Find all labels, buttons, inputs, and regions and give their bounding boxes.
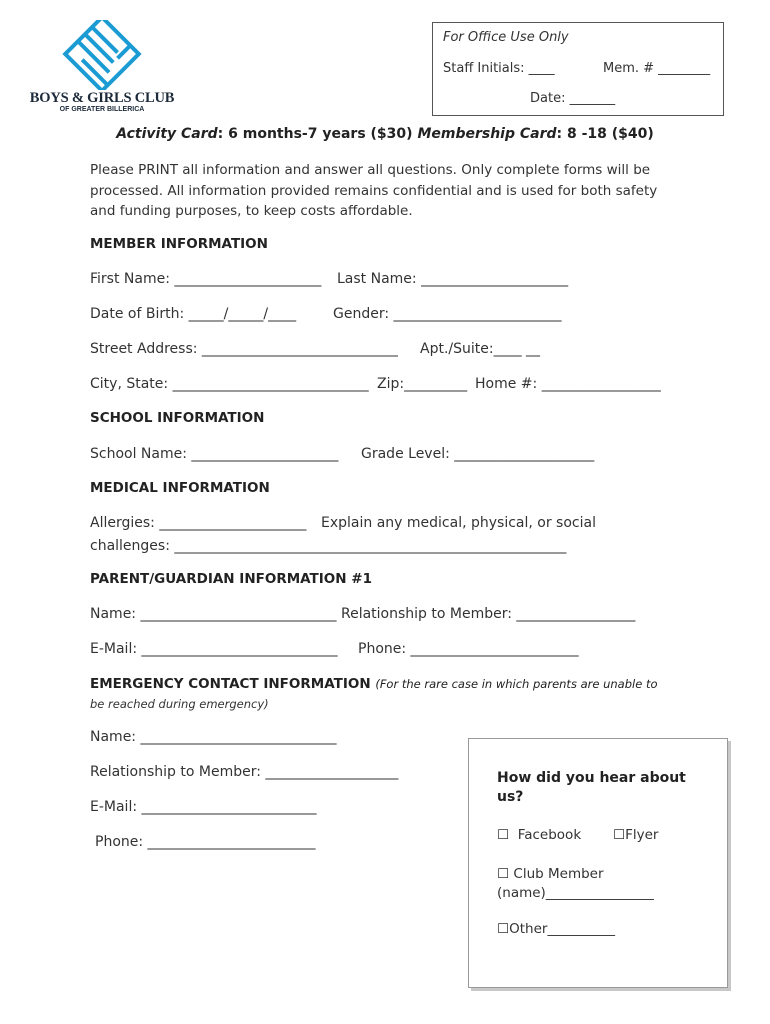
challenges-field[interactable]: challenges: ________________________________________________________: [90, 538, 567, 554]
referral-box: [468, 738, 728, 988]
emergency-heading-text: EMERGENCY CONTACT INFORMATION: [90, 676, 371, 692]
office-title: For Office Use Only: [443, 30, 569, 45]
grade-level-field[interactable]: Grade Level: ____________________: [361, 446, 595, 462]
emergency-note-continued: be reached during emergency): [90, 697, 269, 711]
membership-number-field[interactable]: Mem. # ________: [603, 61, 711, 76]
parent-info-heading: PARENT/GUARDIAN INFORMATION #1: [90, 571, 372, 587]
membership-card-label: Membership Card: [417, 126, 557, 142]
card-pricing: [0, 126, 770, 142]
dob-field[interactable]: Date of Birth: _____/_____/____: [90, 306, 297, 322]
parent-name-field[interactable]: Name: ____________________________: [90, 606, 337, 622]
emergency-phone-field[interactable]: Phone: ________________________: [95, 834, 316, 850]
activity-card-label: Activity Card: [116, 126, 218, 142]
office-date-field[interactable]: Date: _______: [530, 91, 616, 106]
club-member-option[interactable]: [497, 866, 604, 882]
flyer-option[interactable]: [613, 827, 658, 843]
school-name-field[interactable]: School Name: _____________________: [90, 446, 339, 462]
emergency-info-heading: [90, 676, 658, 692]
facebook-label: Facebook: [517, 827, 582, 843]
emergency-relationship-field[interactable]: Relationship to Member: ___________________: [90, 764, 399, 780]
club-member-checkbox-icon[interactable]: ☐: [497, 866, 510, 882]
first-name-field[interactable]: First Name: _____________________: [90, 271, 322, 287]
medical-info-heading: MEDICAL INFORMATION: [90, 480, 270, 496]
referral-question: How did you hear about us?: [497, 770, 686, 805]
parent-relationship-field[interactable]: Relationship to Member: _________________: [341, 606, 636, 622]
zip-field[interactable]: Zip:_________: [377, 376, 468, 392]
emergency-note: (For the rare case in which parents are unable to: [375, 677, 658, 691]
club-hands-logo-icon: [22, 20, 182, 90]
gender-field[interactable]: Gender: ________________________: [333, 306, 562, 322]
city-state-field[interactable]: City, State: ____________________________: [90, 376, 369, 392]
club-member-label: Club Member: [513, 866, 604, 882]
staff-initials-field[interactable]: Staff Initials: ____: [443, 61, 555, 76]
home-phone-field[interactable]: Home #: _________________: [475, 376, 661, 392]
club-member-name-field[interactable]: (name)________________: [497, 885, 654, 901]
emergency-email-field[interactable]: E-Mail: _________________________: [90, 799, 317, 815]
club-name: BOYS & GIRLS CLUB: [29, 90, 175, 106]
apt-suite-field[interactable]: Apt./Suite:____ __: [420, 341, 541, 357]
flyer-checkbox-icon[interactable]: ☐: [613, 827, 626, 843]
parent-email-field[interactable]: E-Mail: ____________________________: [90, 641, 338, 657]
parent-phone-field[interactable]: Phone: ________________________: [358, 641, 579, 657]
club-logo: [22, 20, 182, 120]
flyer-label: Flyer: [625, 827, 659, 843]
allergies-field[interactable]: Allergies: _____________________: [90, 515, 307, 531]
school-info-heading: SCHOOL INFORMATION: [90, 410, 265, 426]
other-option[interactable]: [497, 921, 615, 937]
facebook-option[interactable]: [497, 827, 581, 843]
membership-card-text: : 8 -18 ($40): [556, 126, 654, 142]
member-info-heading: MEMBER INFORMATION: [90, 236, 268, 252]
instructions: Please PRINT all information and answer all questions. Only complete forms will be processed. All information provided remains confidential and is used for both safety and funding purposes, to keep costs affordable.: [90, 162, 658, 219]
emergency-name-field[interactable]: Name: ____________________________: [90, 729, 337, 745]
facebook-checkbox-icon[interactable]: ☐: [497, 827, 510, 843]
last-name-field[interactable]: Last Name: _____________________: [337, 271, 569, 287]
other-checkbox-icon[interactable]: ☐: [497, 921, 510, 937]
activity-card-text: : 6 months-7 years ($30): [217, 126, 418, 142]
street-address-field[interactable]: Street Address: ____________________________: [90, 341, 398, 357]
other-label: Other__________: [509, 921, 615, 937]
explain-label: Explain any medical, physical, or social: [321, 515, 596, 531]
club-subtitle: OF GREATER BILLERICA: [59, 106, 145, 113]
office-use-box: [432, 22, 724, 116]
